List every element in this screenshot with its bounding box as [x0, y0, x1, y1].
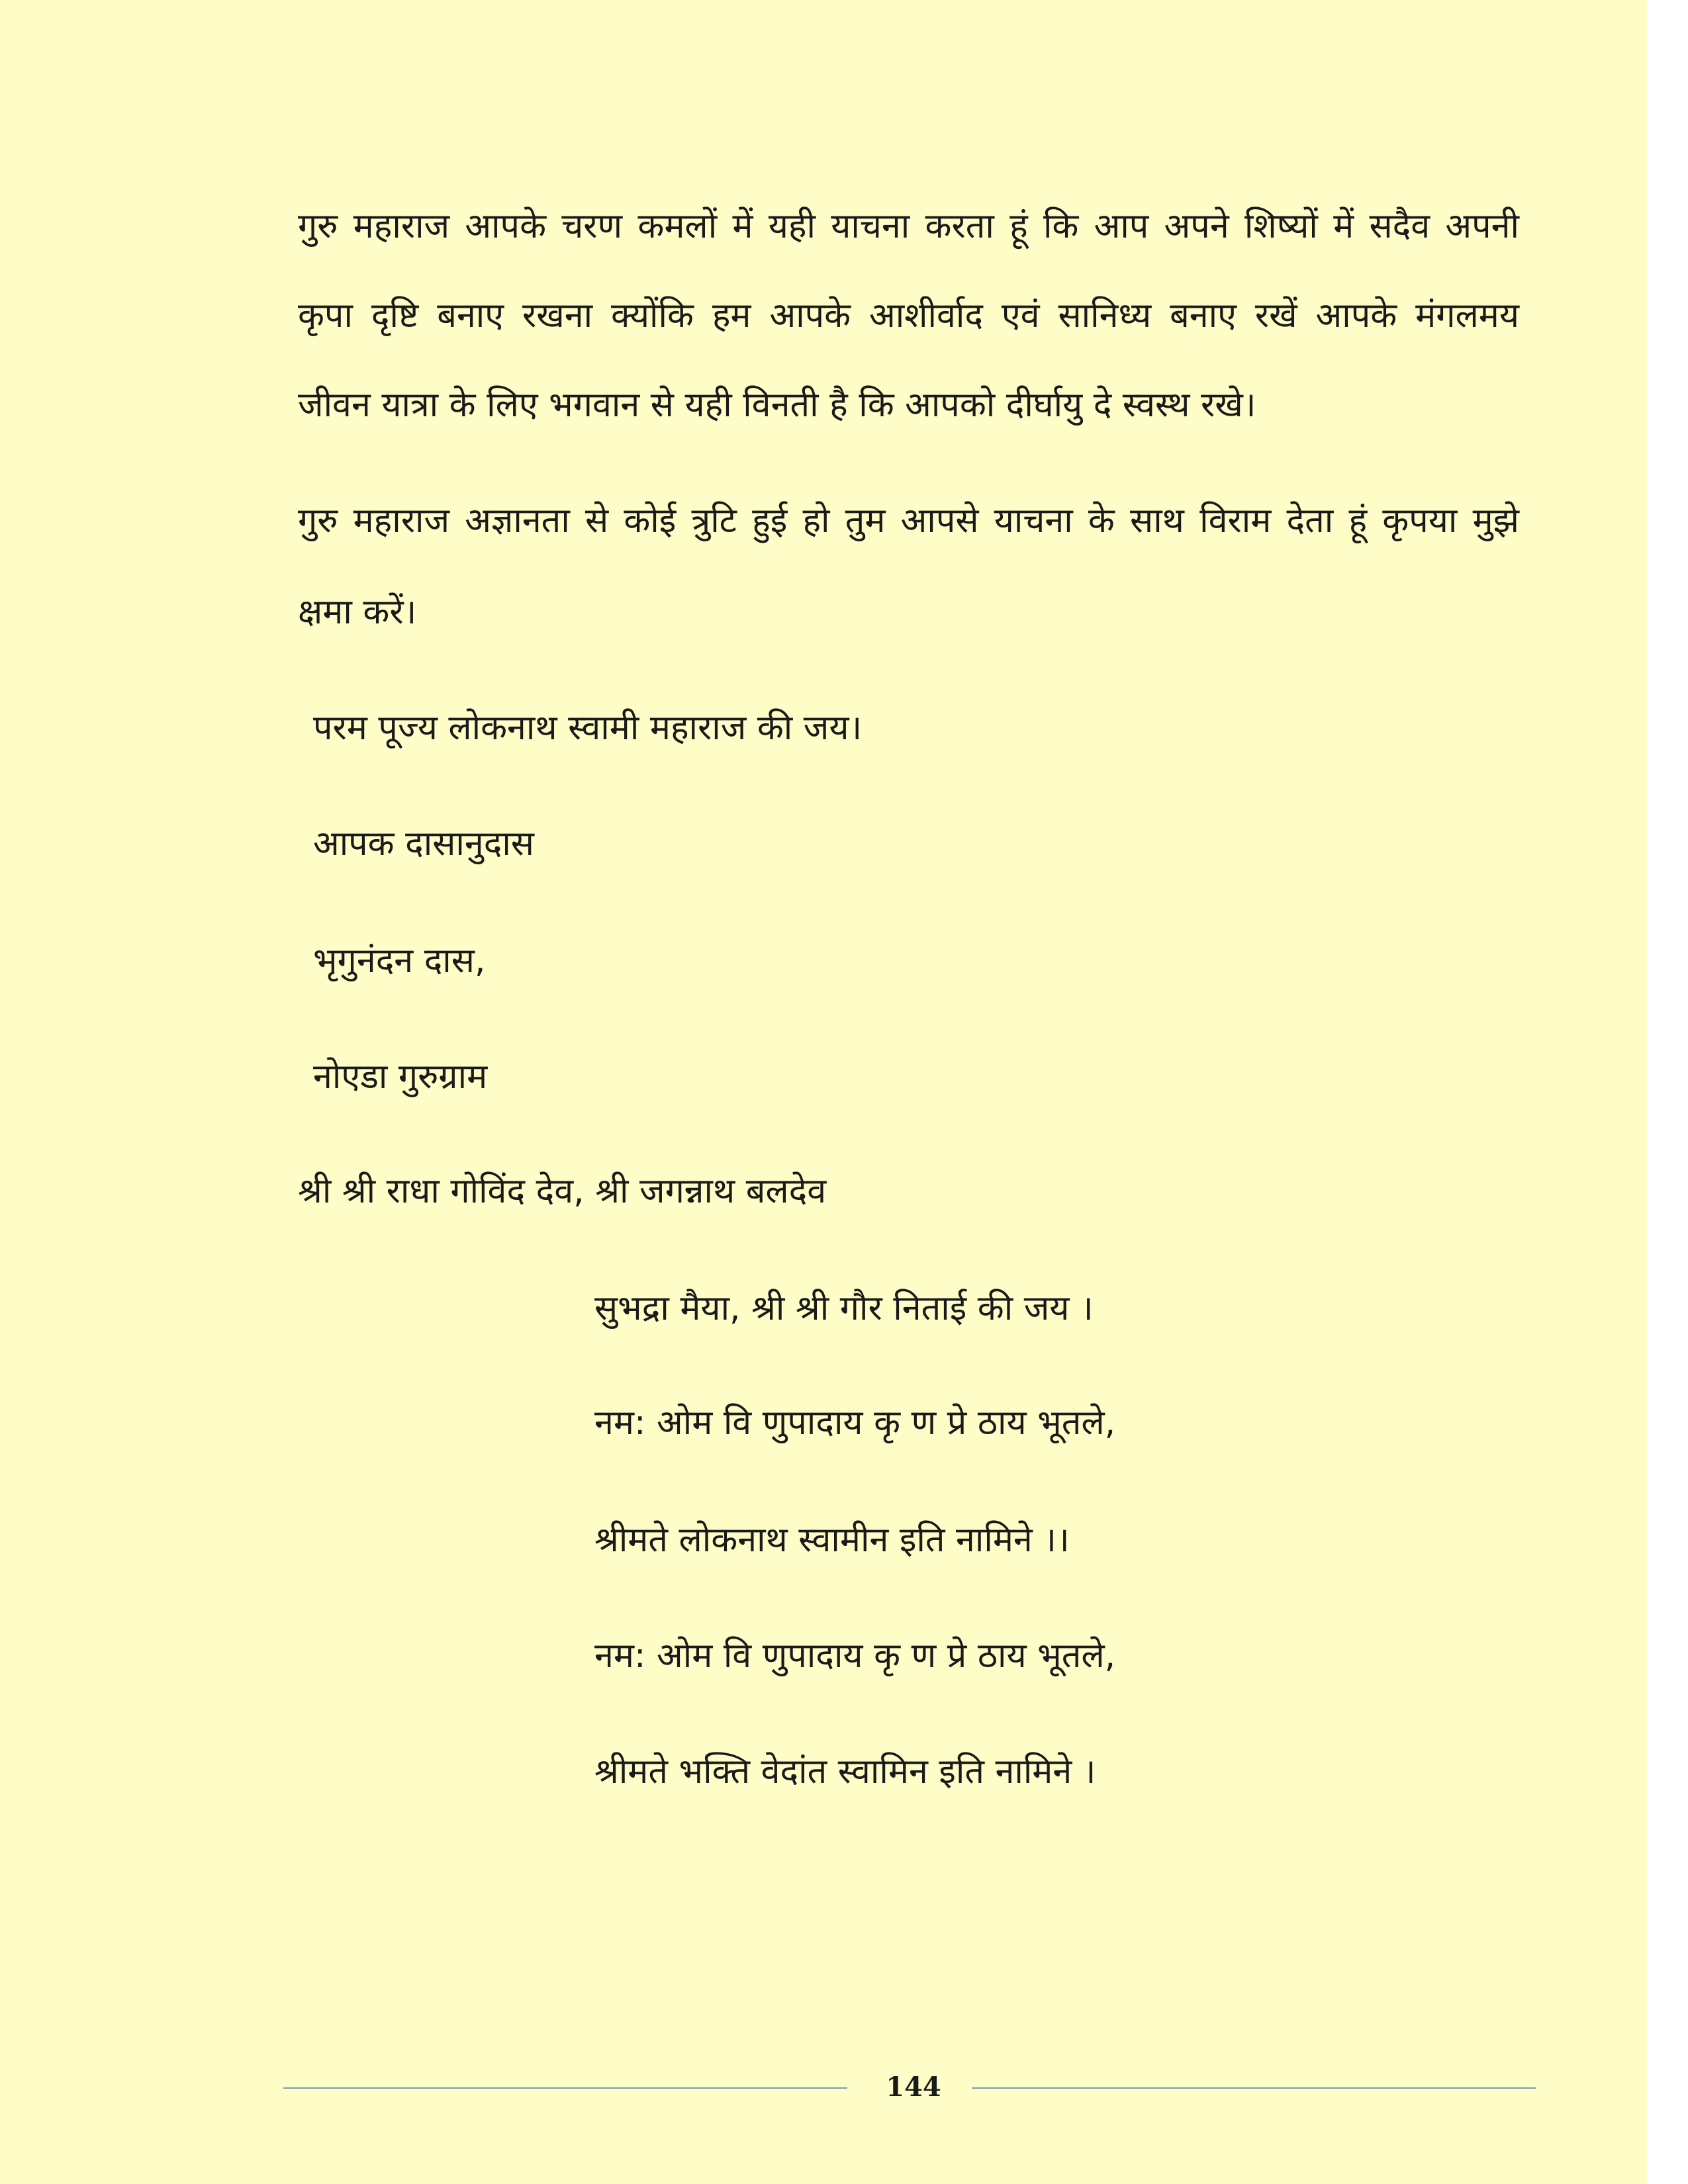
footer-rule-right — [972, 2087, 1536, 2089]
verse-2-line-2: श्रीमते भक्ति वेदांत स्वामिन इति नामिने । — [594, 1752, 1096, 1792]
paragraph-1-line-3: जीवन यात्रा के लिए भगवान से यही विनती है कि आपको दीर्घायु दे स्वस्थ रखे। — [298, 385, 1256, 425]
closing-name: भृगुनंदन दास, — [313, 941, 486, 981]
page-number: 144 — [886, 2071, 941, 2103]
paragraph-2-line-1: गुरु महाराज अज्ञानता से कोई त्रुटि हुई हो तुम आपसे याचना के साथ विराम देता हूं कृपया मुझे — [298, 501, 1519, 541]
footer-rule-left — [283, 2087, 847, 2089]
verse-1-line-2: श्रीमते लोकनाथ स्वामीन इति नामिने ।। — [594, 1520, 1070, 1560]
paragraph-1-line-2: कृपा दृष्टि बनाए रखना क्योंकि हम आपके आशीर्वाद एवं सानिध्य बनाए रखें आपके मंगलमय — [298, 296, 1519, 336]
closing-servant: आपक दासानुदास — [313, 824, 534, 864]
closing-jay: परम पूज्य लोकनाथ स्वामी महाराज की जय। — [313, 708, 863, 748]
deities-line-2: सुभद्रा मैया, श्री श्री गौर निताई की जय । — [594, 1289, 1094, 1328]
deities-line-1: श्री श्री राधा गोविंद देव, श्री जगन्नाथ बलदेव — [298, 1171, 827, 1211]
closing-place: नोएडा गुरुग्राम — [313, 1057, 488, 1097]
paragraph-2-line-2: क्षमा करें। — [298, 592, 417, 632]
verse-1-line-1: नम: ओम वि णुपादाय कृ ण प्रे ठाय भूतले, — [594, 1403, 1116, 1443]
verse-2-line-1: नम: ओम वि णुपादाय कृ ण प्रे ठाय भूतले, — [594, 1636, 1116, 1676]
paragraph-1-line-1: गुरु महाराज आपके चरण कमलों में यही याचना करता हूं कि आप अपने शिष्यों में सदैव अपनी — [298, 206, 1519, 246]
